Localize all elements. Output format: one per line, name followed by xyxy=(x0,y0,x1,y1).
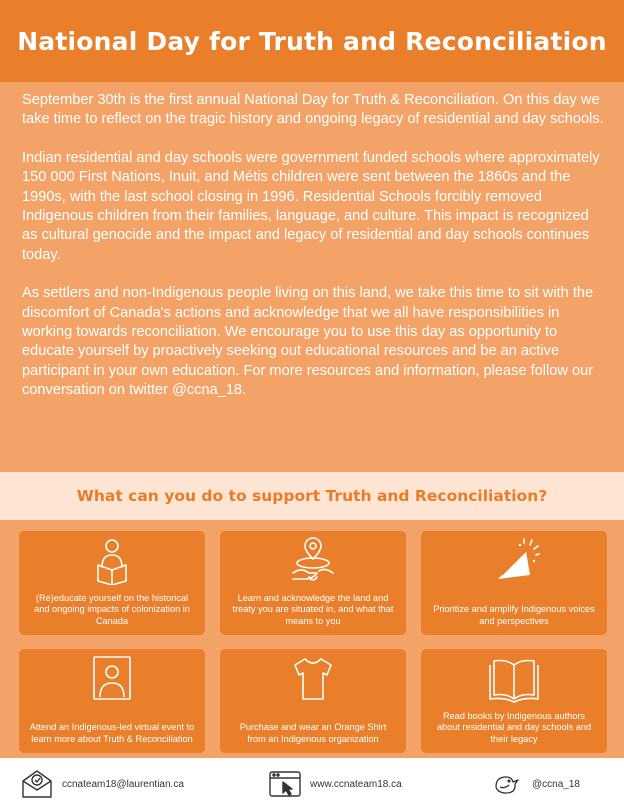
shirt-icon xyxy=(220,655,406,703)
land-location-icon xyxy=(220,537,406,585)
action-card-label: Read books by Indigenous authors about residential and day schools and their legacy xyxy=(436,710,592,744)
action-card-land xyxy=(220,531,406,635)
reading-person-icon xyxy=(19,537,205,585)
website-text[interactable]: www.ccnateam18.ca xyxy=(310,778,402,790)
page-title: National Day for Truth and Reconciliation xyxy=(17,26,607,56)
intro-paragraph-2: Indian residential and day schools were government funded schools where approximately 150 000 First Nations, Inuit, and Métis children were sent between the 1860s and the 1990s, with the last school closing in 1996. Residential Schools forcibly removed Indigenous children from their families, language, and culture. This impact is recognized as cultural genocide and the impact and legacy of residential and day schools continues today. xyxy=(22,149,600,263)
action-card-orange-shirt xyxy=(220,649,406,753)
action-card-label: (Re)educate yourself on the historical and ongoing impacts of colonization in Canada xyxy=(34,592,190,626)
megaphone-icon xyxy=(421,537,607,585)
action-card-read-books xyxy=(421,649,607,753)
action-card-label: Learn and acknowledge the land and treaty you are situated in, and what that means to you xyxy=(232,592,394,626)
twitter-text[interactable]: @ccna_18 xyxy=(532,778,580,790)
email-text[interactable]: ccnateam18@laurentian.ca xyxy=(62,778,184,790)
action-card-label: Purchase and wear an Orange Shirt from an Indigenous organization xyxy=(239,722,387,744)
footer-website[interactable] xyxy=(268,758,402,810)
support-heading: What can you do to support Truth and Reconciliation? xyxy=(76,487,548,505)
intro-paragraph-1: September 30th is the first annual National Day for Truth & Reconciliation. On this day we take time to reflect on the tragic history and ongoing legacy of residential and day schools. xyxy=(22,92,604,128)
action-card-virtual-event xyxy=(19,649,205,753)
browser-window-icon xyxy=(268,769,302,799)
footer-twitter[interactable] xyxy=(490,758,580,810)
action-card-amplify xyxy=(421,531,607,635)
action-card-label: Attend an Indigenous-led virtual event to learn more about Truth & Reconciliation xyxy=(29,722,195,744)
bird-icon xyxy=(490,769,524,799)
footer-email[interactable] xyxy=(20,758,184,810)
virtual-event-icon xyxy=(19,655,205,703)
support-heading-band xyxy=(0,472,624,520)
intro-text xyxy=(22,91,607,401)
header-banner xyxy=(0,0,624,82)
action-card-label: Prioritize and amplify Indigenous voices and perspectives xyxy=(433,604,595,626)
action-card-reeducate xyxy=(19,531,205,635)
email-icon xyxy=(20,769,54,799)
open-book-icon xyxy=(421,655,607,703)
footer-contact-bar xyxy=(0,758,624,810)
intro-paragraph-3: As settlers and non-Indigenous people living on this land, we take this time to sit with the discomfort of Canada's actions and acknowledge that we all have responsibilities in working towards reconciliation. We encourage you to use this day as opportunity to educate yourself by proactively seeking out educational resources and be an active participant in your own education. For more resources and information, please follow our conversation on twitter @ccna_18. xyxy=(22,285,594,399)
